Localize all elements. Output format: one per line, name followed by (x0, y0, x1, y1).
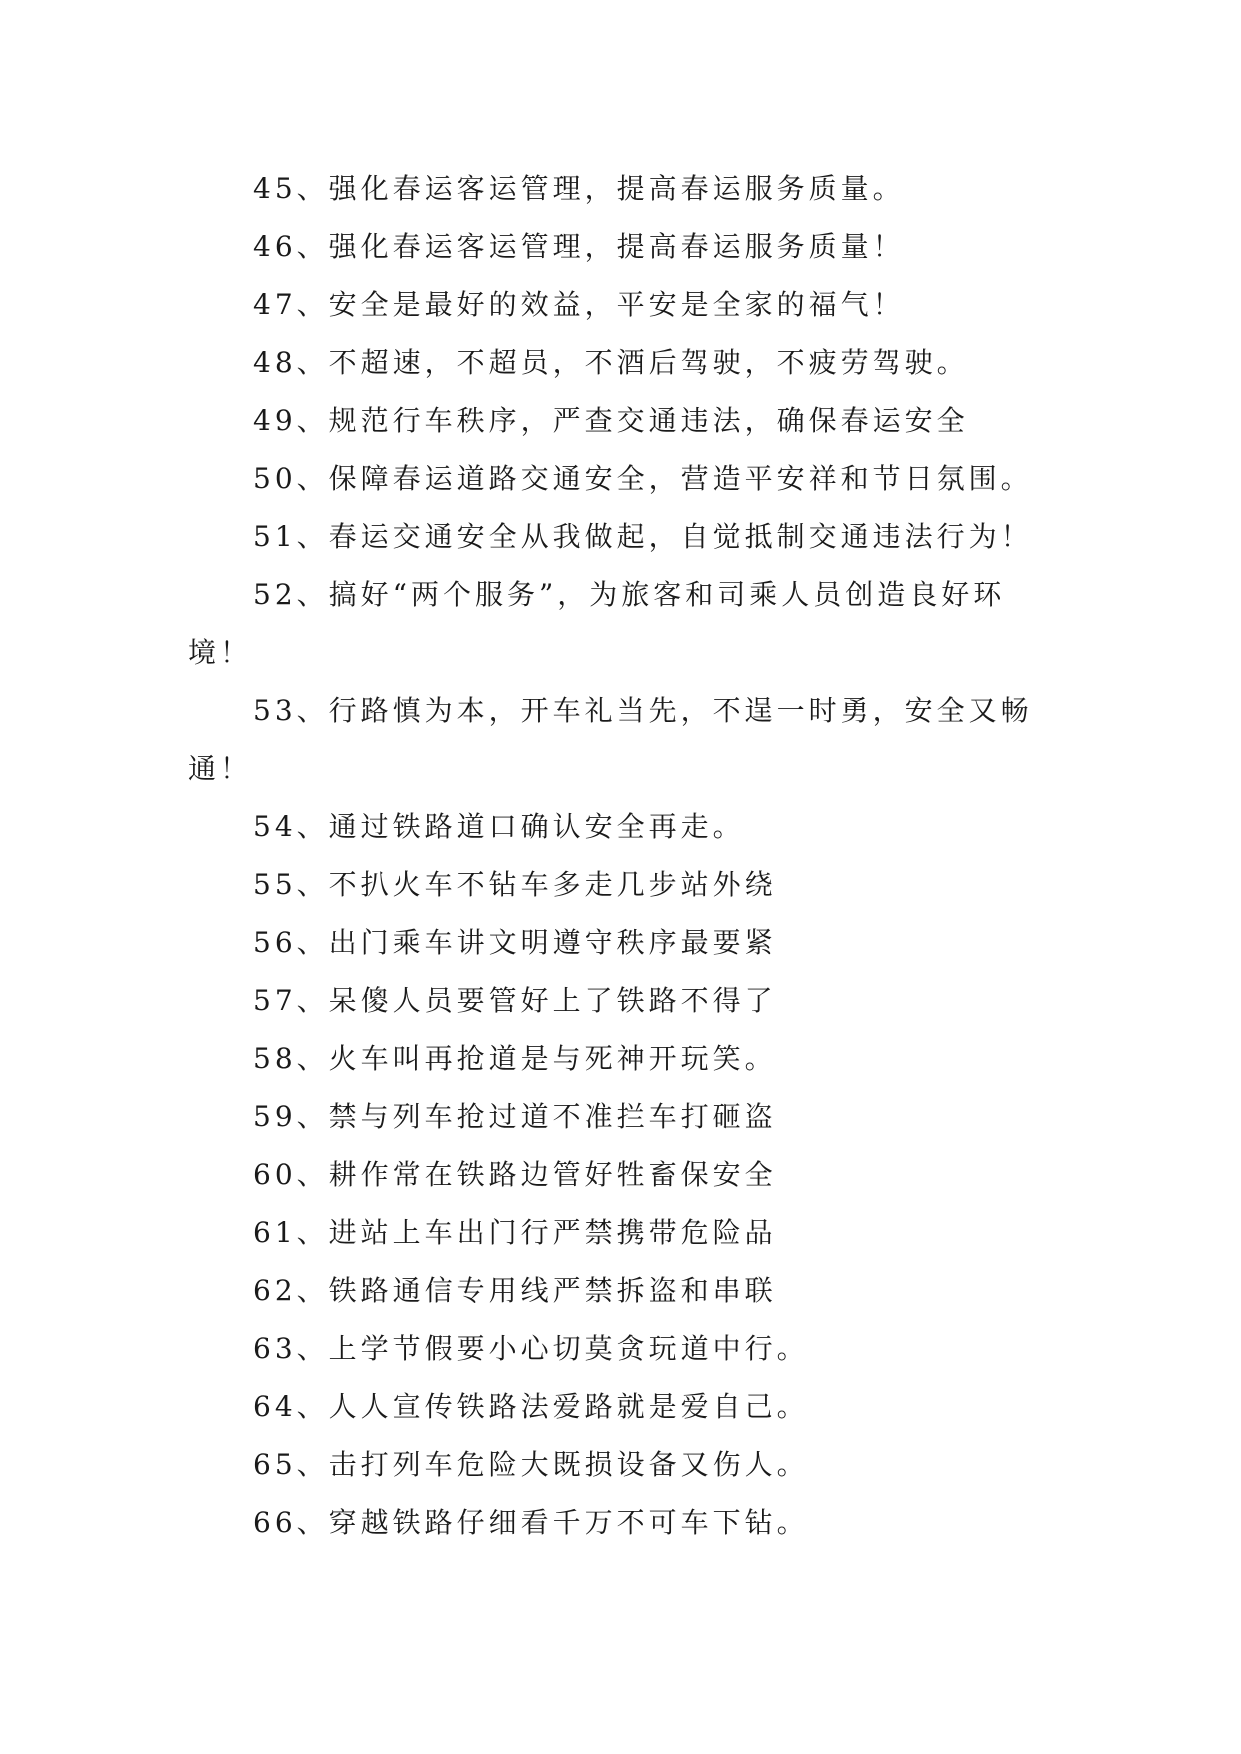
list-item: 57、呆傻人员要管好上了铁路不得了 (253, 984, 777, 1017)
list-item: 49、规范行车秩序，严查交通违法，确保春运安全 (253, 404, 969, 437)
list-item: 47、安全是最好的效益，平安是全家的福气！ (253, 288, 905, 321)
list-item: 45、强化春运客运管理，提高春运服务质量。 (253, 172, 905, 205)
list-item: 62、铁路通信专用线严禁拆盗和串联 (253, 1274, 777, 1307)
list-item: 60、耕作常在铁路边管好牲畜保安全 (253, 1158, 777, 1191)
list-item: 63、上学节假要小心切莫贪玩道中行。 (253, 1332, 809, 1365)
list-item: 55、不扒火车不钻车多走几步站外绕 (253, 868, 777, 901)
list-item: 65、击打列车危险大既损设备又伤人。 (253, 1448, 809, 1481)
list-item: 52、搞好“两个服务”，为旅客和司乘人员创造良好环境！ (188, 578, 1006, 669)
list-item: 58、火车叫再抢道是与死神开玩笑。 (253, 1042, 777, 1075)
list-item: 48、不超速，不超员，不酒后驾驶，不疲劳驾驶。 (253, 346, 969, 379)
list-item: 53、行路慎为本，开车礼当先，不逞一时勇，安全又畅通！ (188, 694, 1033, 785)
list-item: 64、人人宣传铁路法爱路就是爱自己。 (253, 1390, 809, 1423)
list-item: 56、出门乘车讲文明遵守秩序最要紧 (253, 926, 777, 959)
list-item: 59、禁与列车抢过道不准拦车打砸盗 (253, 1100, 777, 1133)
list-item: 61、进站上车出门行严禁携带危险品 (253, 1216, 777, 1249)
list-item: 54、通过铁路道口确认安全再走。 (253, 810, 745, 843)
list-item: 51、春运交通安全从我做起，自觉抵制交通违法行为！ (253, 520, 1033, 553)
list-item: 50、保障春运道路交通安全，营造平安祥和节日氛围。 (253, 462, 1033, 495)
slogan-list (188, 160, 1068, 1552)
list-item: 66、穿越铁路仔细看千万不可车下钻。 (253, 1506, 809, 1539)
list-item: 46、强化春运客运管理，提高春运服务质量！ (253, 230, 905, 263)
